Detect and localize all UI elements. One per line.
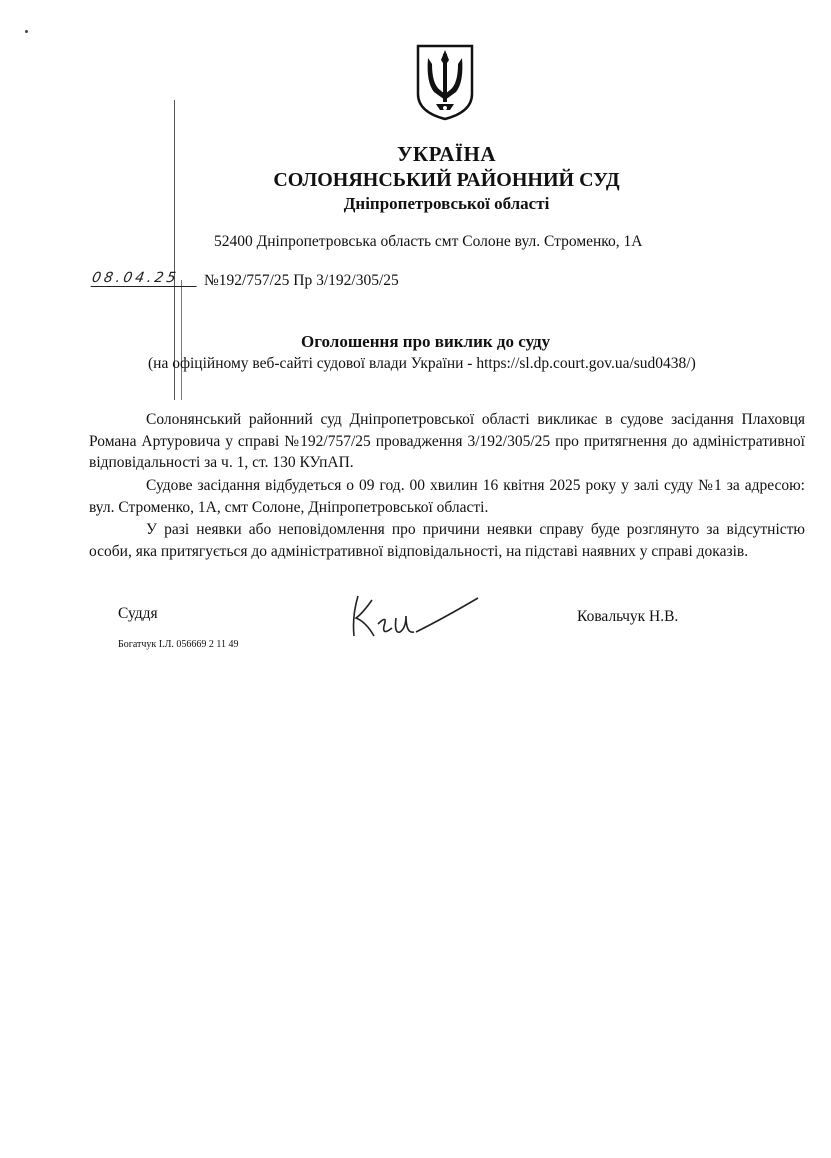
case-number: №192/757/25 Пр 3/192/305/25	[204, 272, 399, 289]
ukraine-trident-emblem-icon	[414, 42, 476, 122]
judge-name: Ковальчук Н.В.	[577, 608, 679, 625]
country-heading: УКРАЇНА	[396, 142, 497, 166]
handwritten-signature	[344, 592, 484, 644]
hearing-paragraph: Судове засідання відбудеться о 09 год. 00 хвилин 16 квітня 2025 року у залі суду №1 за адресою: вул. Строменко, 1А, смт Солоне, Дніпропетровської області.	[89, 477, 805, 516]
summons-paragraph: Солонянський районний суд Дніпропетровської області викликає в судове засідання Плаховця Романа Артуровича у справі №192/757/25 провадження 3/192/305/25 про притягнення до адміністративної відповідальності за ч. 1, ст. 130 КУпАП.	[89, 411, 805, 471]
court-heading: СОЛОНЯНСЬКИЙ РАЙОННИЙ СУД	[273, 169, 620, 191]
notice-title: Оголошення про виклик до суду	[301, 332, 551, 351]
scan-speck	[25, 30, 28, 33]
judge-role: Суддя	[118, 605, 158, 622]
region-heading: Дніпропетровської області	[343, 194, 550, 213]
notice-subtitle: (на офіційному веб-сайті судової влади України - https://sl.dp.court.gov.ua/sud0438/)	[148, 355, 696, 372]
scan-artifact-line-2	[181, 280, 182, 400]
executor-info: Богатчук І.Л. 056669 2 11 49	[118, 639, 239, 650]
handwritten-date: 08.04.25	[91, 270, 200, 287]
absence-paragraph: У разі неявки або неповідомлення про причини неявки справу буде розглянуто за відсутністю особи, яка притягується до адміністративної відповідальності, на підставі наявних у справі доказів.	[89, 521, 805, 560]
court-address: 52400 Дніпропетровська область смт Солоне вул. Строменко, 1А	[214, 233, 643, 250]
